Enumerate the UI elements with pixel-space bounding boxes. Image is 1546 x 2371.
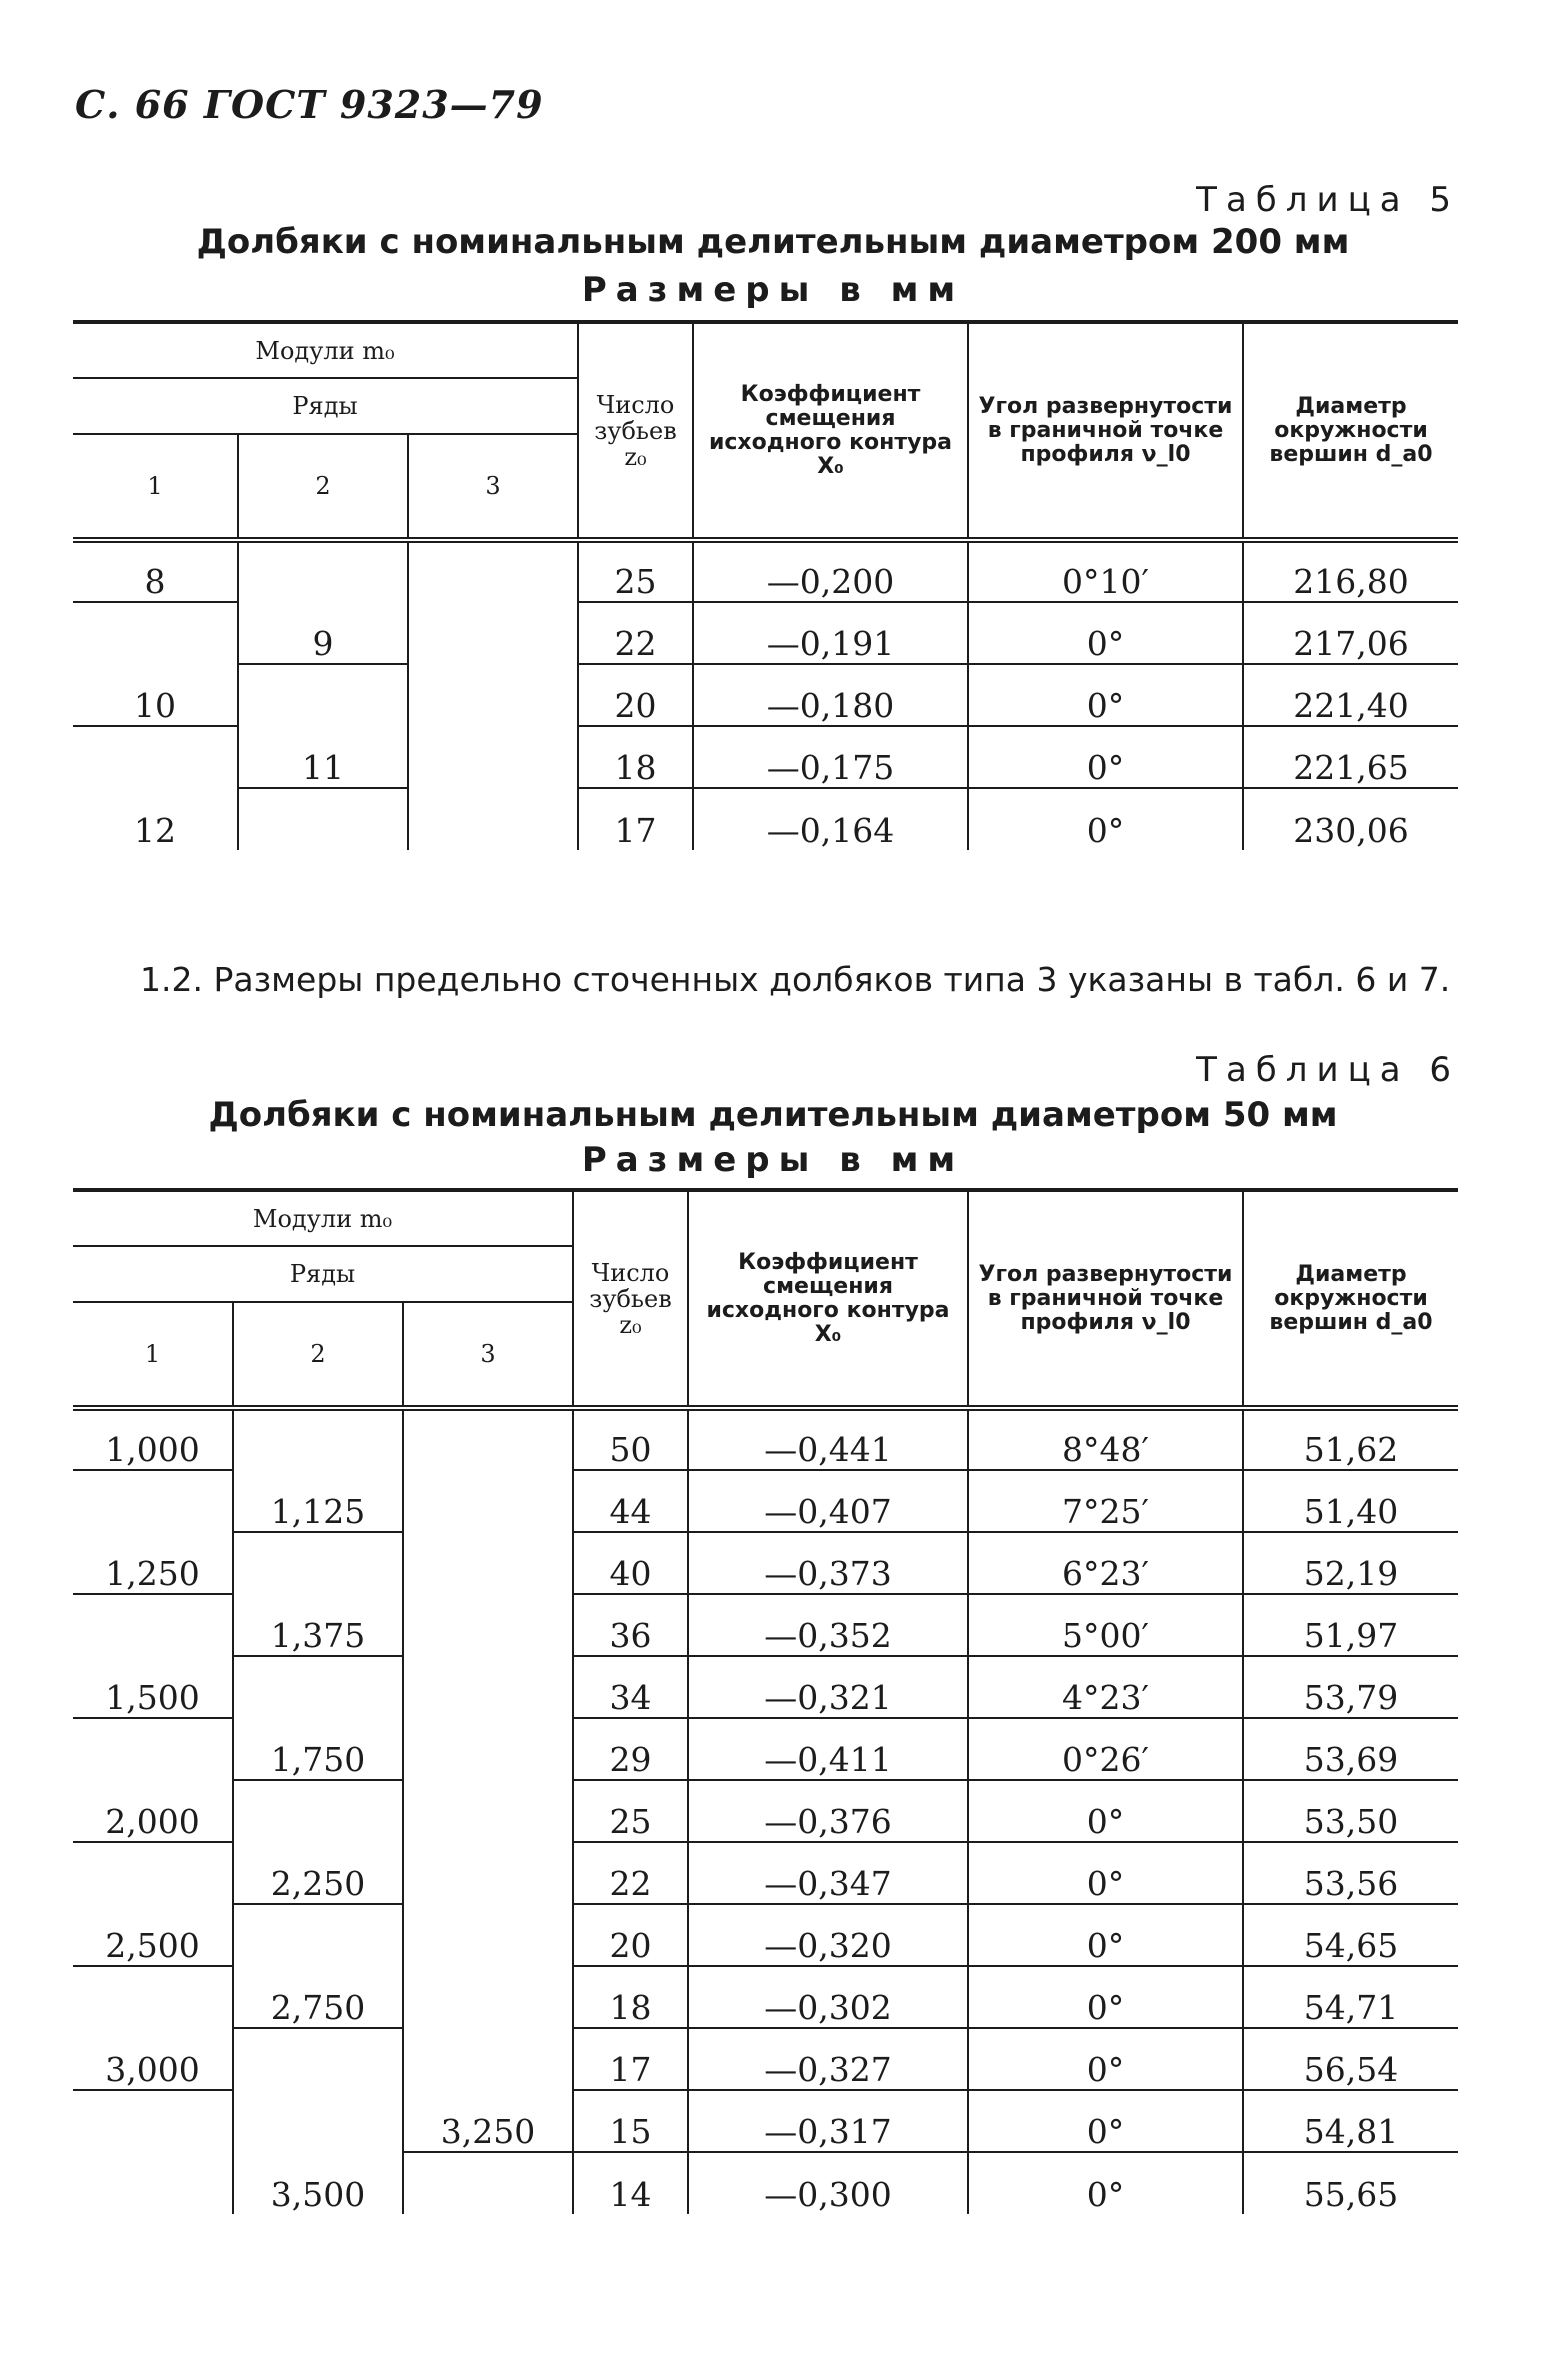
cell-m3 xyxy=(408,540,578,602)
cell-d: 221,65 xyxy=(1243,726,1458,788)
cell-d: 54,71 xyxy=(1243,1966,1458,2028)
table5-label: Таблица 5 xyxy=(1196,180,1460,220)
table5-header-modules: Модули m₀ xyxy=(73,322,578,378)
cell-m3 xyxy=(408,602,578,664)
cell-d: 51,62 xyxy=(1243,1408,1458,1470)
cell-m3 xyxy=(403,2028,573,2090)
table5-header-row1: 1 xyxy=(73,434,238,540)
table-row xyxy=(73,2028,1458,2090)
cell-m2 xyxy=(233,1904,403,1966)
cell-m2: 1,375 xyxy=(233,1594,403,1656)
table5-header-coef: Коэффициент смещения исходного контура X₀ xyxy=(693,322,968,540)
cell-x: —0,175 xyxy=(693,726,968,788)
table6-header-diam: Диаметр окружности вершин d_a0 xyxy=(1243,1190,1458,1408)
cell-m2 xyxy=(238,540,408,602)
table-row xyxy=(73,1532,1458,1594)
table6-header-row2: 2 xyxy=(233,1302,403,1408)
cell-angle: 0° xyxy=(968,1842,1243,1904)
cell-x: —0,180 xyxy=(693,664,968,726)
table-row xyxy=(73,1966,1458,2028)
table-row xyxy=(73,1904,1458,1966)
table6-label: Таблица 6 xyxy=(1196,1050,1460,1090)
cell-x: —0,376 xyxy=(688,1780,968,1842)
cell-m1 xyxy=(73,602,238,664)
cell-m1 xyxy=(73,1718,233,1780)
cell-m2: 9 xyxy=(238,602,408,664)
cell-x: —0,300 xyxy=(688,2152,968,2214)
table5 xyxy=(73,320,1458,850)
cell-angle: 0° xyxy=(968,2028,1243,2090)
cell-x: —0,164 xyxy=(693,788,968,850)
cell-z: 44 xyxy=(573,1470,688,1532)
cell-angle: 0°10′ xyxy=(968,540,1243,602)
cell-m3 xyxy=(403,1780,573,1842)
table6-header-teeth: Число зубьев z₀ xyxy=(573,1190,688,1408)
cell-m3 xyxy=(403,1470,573,1532)
cell-x: —0,441 xyxy=(688,1408,968,1470)
cell-m2 xyxy=(233,1780,403,1842)
table5-units: Размеры в мм xyxy=(581,270,965,310)
table-row xyxy=(73,1718,1458,1780)
cell-m3 xyxy=(408,664,578,726)
cell-m3 xyxy=(408,788,578,850)
cell-d: 221,40 xyxy=(1243,664,1458,726)
cell-x: —0,407 xyxy=(688,1470,968,1532)
cell-angle: 0° xyxy=(968,664,1243,726)
cell-m1: 12 xyxy=(134,811,176,850)
cell-m2 xyxy=(233,2090,403,2152)
cell-z: 40 xyxy=(573,1532,688,1594)
cell-m2 xyxy=(238,664,408,726)
cell-z: 17 xyxy=(573,2028,688,2090)
cell-angle: 0° xyxy=(968,1966,1243,2028)
cell-m3 xyxy=(403,1718,573,1780)
cell-d: 51,40 xyxy=(1243,1470,1458,1532)
cell-angle: 8°48′ xyxy=(968,1408,1243,1470)
cell-m3 xyxy=(403,1904,573,1966)
table-row xyxy=(73,664,1458,726)
cell-z: 25 xyxy=(573,1780,688,1842)
cell-m1 xyxy=(73,1594,233,1656)
cell-m2 xyxy=(233,1656,403,1718)
cell-angle: 5°00′ xyxy=(968,1594,1243,1656)
cell-z: 34 xyxy=(573,1656,688,1718)
cell-angle: 0° xyxy=(968,726,1243,788)
cell-m3 xyxy=(403,1594,573,1656)
cell-d: 230,06 xyxy=(1243,788,1458,850)
table6 xyxy=(73,1188,1458,2214)
cell-z: 15 xyxy=(573,2090,688,2152)
cell-m3: 3,250 xyxy=(403,2090,573,2152)
cell-d: 216,80 xyxy=(1243,540,1458,602)
cell-m2: 2,750 xyxy=(233,1966,403,2028)
cell-x: —0,200 xyxy=(693,540,968,602)
cell-x: —0,347 xyxy=(688,1842,968,1904)
cell-z: 22 xyxy=(578,602,693,664)
cell-x: —0,411 xyxy=(688,1718,968,1780)
table-row xyxy=(73,2152,1458,2214)
table-row xyxy=(73,1656,1458,1718)
cell-z: 36 xyxy=(573,1594,688,1656)
cell-angle: 0° xyxy=(968,1904,1243,1966)
cell-x: —0,373 xyxy=(688,1532,968,1594)
cell-x: —0,302 xyxy=(688,1966,968,2028)
cell-m2: 11 xyxy=(238,726,408,788)
cell-angle: 6°23′ xyxy=(968,1532,1243,1594)
cell-m3 xyxy=(403,1656,573,1718)
table6-title: Долбяки с номинальным делительным диаметром 50 мм xyxy=(208,1095,1338,1135)
table-row xyxy=(73,726,1458,788)
cell-angle: 0° xyxy=(968,1780,1243,1842)
cell-d: 53,56 xyxy=(1243,1842,1458,1904)
cell-m3 xyxy=(403,1408,573,1470)
cell-m1: 3,000 xyxy=(73,2028,233,2090)
table-row xyxy=(73,788,1458,850)
cell-m1: 1,000 xyxy=(73,1408,233,1470)
table5-header-teeth: Число зубьев z₀ xyxy=(578,322,693,540)
cell-x: —0,317 xyxy=(688,2090,968,2152)
table6-header-rows: Ряды xyxy=(73,1246,573,1302)
table-row xyxy=(73,1470,1458,1532)
cell-m1: 2,500 xyxy=(73,1904,233,1966)
cell-d: 53,69 xyxy=(1243,1718,1458,1780)
cell-m1: 1,500 xyxy=(73,1656,233,1718)
cell-m2: 3,500 xyxy=(233,2152,403,2214)
cell-z: 14 xyxy=(573,2152,688,2214)
cell-d: 217,06 xyxy=(1243,602,1458,664)
table5-title: Долбяки с номинальным делительным диаметром 200 мм xyxy=(196,222,1350,262)
cell-z: 29 xyxy=(573,1718,688,1780)
cell-z: 25 xyxy=(578,540,693,602)
cell-m2: 2,250 xyxy=(233,1842,403,1904)
cell-m3 xyxy=(403,1532,573,1594)
cell-m2 xyxy=(233,1408,403,1470)
cell-m1 xyxy=(73,2152,233,2214)
table-row xyxy=(73,2090,1458,2152)
table-row xyxy=(73,1842,1458,1904)
cell-m1: 1,250 xyxy=(73,1532,233,1594)
table6-header-row3: 3 xyxy=(403,1302,573,1408)
table5-header-row3: 3 xyxy=(408,434,578,540)
cell-m2 xyxy=(233,1532,403,1594)
cell-angle: 0° xyxy=(968,2152,1243,2214)
cell-m3 xyxy=(403,1966,573,2028)
cell-m1 xyxy=(73,1966,233,2028)
table6-units: Размеры в мм xyxy=(581,1140,965,1180)
cell-z: 50 xyxy=(573,1408,688,1470)
cell-m1: 8 xyxy=(73,540,238,602)
cell-m2: 1,750 xyxy=(233,1718,403,1780)
cell-d: 56,54 xyxy=(1243,2028,1458,2090)
cell-x: —0,320 xyxy=(688,1904,968,1966)
cell-m1: 10 xyxy=(73,664,238,726)
cell-angle: 0°26′ xyxy=(968,1718,1243,1780)
cell-z: 22 xyxy=(573,1842,688,1904)
cell-z: 20 xyxy=(573,1904,688,1966)
cell-m1 xyxy=(73,1842,233,1904)
cell-m1: 2,000 xyxy=(73,1780,233,1842)
cell-z: 17 xyxy=(578,788,693,850)
table6-body xyxy=(73,1408,1458,2214)
cell-m2: 1,125 xyxy=(233,1470,403,1532)
paragraph: 1.2. Размеры предельно сточенных долбяков типа 3 указаны в табл. 6 и 7. xyxy=(140,960,1451,999)
cell-angle: 7°25′ xyxy=(968,1470,1243,1532)
table-row xyxy=(73,1408,1458,1470)
page-header: С. 66 ГОСТ 9323—79 xyxy=(75,82,544,127)
table5-header-angle: Угол развернутости в граничной точке профиля ν_l0 xyxy=(968,322,1243,540)
table5-header-row2: 2 xyxy=(238,434,408,540)
cell-m3 xyxy=(403,1842,573,1904)
cell-d: 53,79 xyxy=(1243,1656,1458,1718)
cell-d: 51,97 xyxy=(1243,1594,1458,1656)
cell-m3 xyxy=(408,726,578,788)
cell-angle: 0° xyxy=(968,2090,1243,2152)
table5-body xyxy=(73,540,1458,850)
table6-header-modules: Модули m₀ xyxy=(73,1190,573,1246)
cell-m1 xyxy=(73,726,238,788)
cell-d: 53,50 xyxy=(1243,1780,1458,1842)
cell-x: —0,327 xyxy=(688,2028,968,2090)
table-row xyxy=(73,540,1458,602)
table-row xyxy=(73,602,1458,664)
cell-z: 20 xyxy=(578,664,693,726)
cell-m3 xyxy=(403,2152,573,2214)
cell-d: 54,81 xyxy=(1243,2090,1458,2152)
cell-m2 xyxy=(233,2028,403,2090)
cell-z: 18 xyxy=(573,1966,688,2028)
cell-angle: 0° xyxy=(968,602,1243,664)
cell-d: 55,65 xyxy=(1243,2152,1458,2214)
cell-m1 xyxy=(73,2090,233,2152)
cell-x: —0,321 xyxy=(688,1656,968,1718)
cell-m1 xyxy=(73,1470,233,1532)
cell-d: 52,19 xyxy=(1243,1532,1458,1594)
cell-x: —0,191 xyxy=(693,602,968,664)
cell-m2 xyxy=(238,788,408,850)
cell-d: 54,65 xyxy=(1243,1904,1458,1966)
table5-header-diam: Диаметр окружности вершин d_a0 xyxy=(1243,322,1458,540)
table-row xyxy=(73,1594,1458,1656)
table5-header-rows: Ряды xyxy=(73,378,578,434)
cell-x: —0,352 xyxy=(688,1594,968,1656)
cell-angle: 0° xyxy=(968,788,1243,850)
cell-z: 18 xyxy=(578,726,693,788)
table-row xyxy=(73,1780,1458,1842)
table6-header-angle: Угол развернутости в граничной точке профиля ν_l0 xyxy=(968,1190,1243,1408)
table6-header-coef: Коэффициент смещения исходного контура X₀ xyxy=(688,1190,968,1408)
table6-header-row1: 1 xyxy=(73,1302,233,1408)
cell-angle: 4°23′ xyxy=(968,1656,1243,1718)
